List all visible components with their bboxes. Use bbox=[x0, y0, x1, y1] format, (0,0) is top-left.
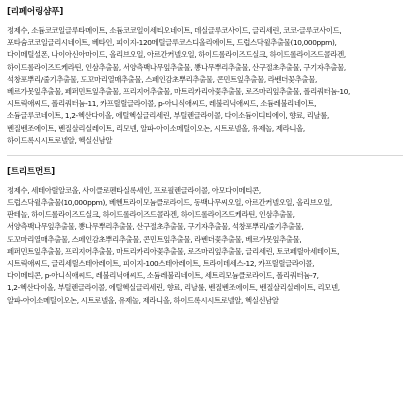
ingredient-line: 벤질벤조에이트, 벤질살리실레이트, 리모넨, 알파-아이소메틸이오논, 시트로넬올, 유제놀, 제라니올, bbox=[7, 123, 305, 133]
ingredient-line: 페퍼민트잎추출물, 프리지어추출물, 마트리카리아꽃추출물, 로즈마리잎추출물, 글리세린, 토코페릴아세테이트, bbox=[7, 246, 340, 256]
ingredient-line: 석창포뿌리/줄기추출물, 도꼬마리열매추출물, 스페인감초뿌리추출물, 콘민트잎추출물, 라벤더꽃추출물, bbox=[7, 74, 317, 84]
section-title: [리페어링샴푸] bbox=[7, 7, 64, 17]
ingredient-line: 정제수, 소듐코코일글루타메이트, 소듐코코일이세티오네이트, 데실글루코사이드, 글리세린, 코코-글루코사이드, bbox=[7, 26, 342, 35]
section-divider bbox=[7, 155, 403, 156]
ingredient-line: 다이메티콘, p-아니식애씨드, 레불리닉애씨드, 소듐레불리네이트, 세트리모늄클로라이드, 폴리쿼터늄-7, bbox=[7, 271, 319, 281]
treatment-ingredients-section bbox=[7, 166, 404, 307]
ingredient-line: 하이드롤라이즈드케라틴, 인삼추출물, 서양측백나무잎추출물, 뽕나무뿌리추출물, 산구절초추출물, 구기자추출물, bbox=[7, 62, 346, 72]
ingredient-line: 서양측백나무잎추출물, 뽕나무뿌리추출물, 산구절초추출물, 구기자추출물, 석창포뿌리/줄기추출물, bbox=[7, 222, 304, 232]
ingredient-line: 1,2-헥산다이올, 부틸렌글라이콜, 에틸헥실글리세린, 향료, 리날룰, 벤질벤조에이트, 벤질살리실레이트, 리모넨, bbox=[7, 283, 340, 293]
ingredient-line: 도꼬마리열매추출물, 스페인감초뿌리추출물, 콘민트잎추출물, 라벤더꽃추출물, 베르가못잎추출물, bbox=[7, 234, 302, 244]
ingredient-line: 하이드록시시트로넬알, 헥실신남알 bbox=[7, 135, 113, 145]
ingredient-line: 베르가못잎추출물, 페퍼민트잎추출물, 프리지어추출물, 마트리카리아꽃추출물, 로즈마리잎추출물, 폴리쿼터늄-10, bbox=[7, 86, 351, 96]
ingredient-line: 판테놀, 하이드롤라이즈드실크, 하이드롤라이즈드콜라겐, 하이드롤라이즈드케라틴, 인삼추출물, bbox=[7, 210, 295, 220]
ingredient-line: 포타슘코코일글리시네이트, 베타인, 피이지-120메틸글루코스디올리에이트, 드럽스닥윌추출물(10,000ppm), bbox=[7, 38, 337, 48]
ingredient-list bbox=[7, 185, 404, 307]
ingredient-line: 소듐글루코네이트, 1,2-헥산다이올, 에틸헥실글리세린, 부틸렌글라이콜, 다이소듐이디티에이, 향료, 리날룰, bbox=[7, 111, 329, 121]
ingredient-list bbox=[7, 25, 404, 147]
ingredient-line: 시트릭애씨드, 글리세릴스테아레이트, 피이지-100스테아레이트, 트라이데세스-12, 카프릴릴글라이콜, bbox=[7, 259, 315, 268]
shampoo-ingredients-section bbox=[7, 6, 404, 147]
ingredient-line: 다이메틸설폰, 나이아신아마이드, 올리브오일, 아르간커넬오일, 하이드롤라이즈드실크, 하이드롤라이즈드콜라겐, bbox=[7, 50, 346, 60]
ingredient-line: 시트릭애씨드, 폴리쿼터늄-11, 카프릴릴글라이콜, p-아니식애씨드, 레불리닉애씨드, 소듐레불리네이트, bbox=[7, 99, 317, 109]
section-title: [트리트먼트] bbox=[7, 166, 55, 177]
ingredient-line: 알파-아이소메틸이오논, 시트로넬올, 유제놀, 제라니올, 하이드록시시트로넬알, 헥실신남알 bbox=[7, 295, 279, 305]
ingredient-line: 정제수, 세테아릴알코올, 사이클로펜타실록세인, 프로필렌글라이콜, 아모다이메티콘, bbox=[7, 185, 261, 195]
ingredient-line: 드럽스닥윌추출물(10,000ppm), 베헨트라이모늄클로라이드, 동백나무씨오일, 아르간커넬오일, 올리브오일, bbox=[7, 198, 332, 208]
